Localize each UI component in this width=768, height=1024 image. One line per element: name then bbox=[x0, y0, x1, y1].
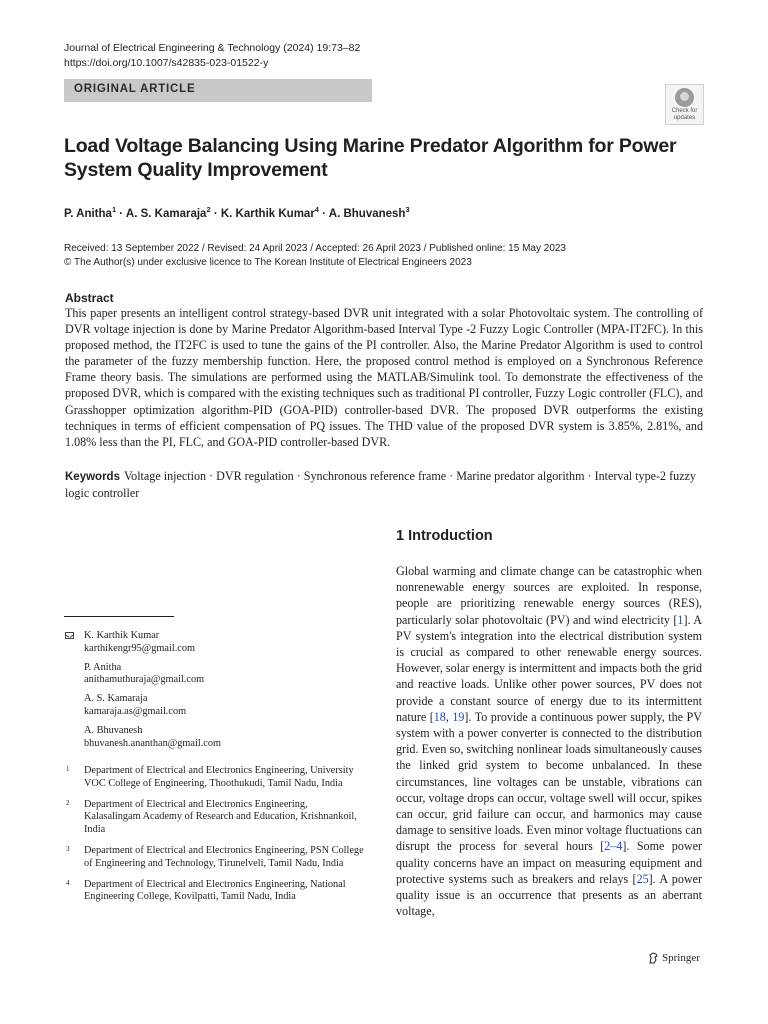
check-for-updates-label: Check for updates bbox=[671, 108, 698, 121]
affiliation-number: 4 bbox=[66, 878, 70, 887]
citation-link[interactable]: 19 bbox=[452, 709, 465, 724]
text-run: ]. A PV system's integration into the electrical distribution system is crucial as compared to other renewable energy sources. However, solar energy is intermittent and impacts both the grid and reactive loads. Unlike other power sources, PV does not provide a constant source of energy due to its intermittent nature [ bbox=[396, 612, 703, 724]
journal-citation: Journal of Electrical Engineering & Technology (2024) 19:73–82 bbox=[64, 42, 361, 54]
abstract-text: This paper presents an intelligent control strategy-based DVR unit integrated with a solar Photovoltaic system. The controlling of DVR voltage injection is done by Marine Predator Algorithm-based Interval Type -2 Fuzzy Logic Controller (MPA-IT2FC). In this proposed method, the IT2FC is used to tune the gains of the PI controller. Also, the Marine Predator Algorithm is used to control the parameter of the fuzzy membership function. Here, the proposed control method is employed on a Synchronous Reference Frame theory basis. The simulations are performed using the MATLAB/Simulink tool. To demonstrate the effectiveness of the proposed DVR, which is compared with the existing techniques such as traditional PI controller, Fuzzy Logic controller (FLC), and Grasshopper optimization algorithm-PID (GOA-PID) controller-based DVR. The proposed DVR outperforms the existing techniques in terms of efficient compensation of PQ issues. The THD value of the proposed DVR system is 3.85%, 2.81%, and 1.08% less than the PI, FLC, and GOA-PID controller-based DVR. bbox=[65, 306, 703, 449]
affiliation-entry bbox=[64, 845, 364, 871]
author-affiliation-marker: 1 bbox=[111, 205, 117, 214]
article-type-bar bbox=[64, 79, 372, 102]
affiliation-text: Department of Electrical and Electronics Engineering, National Engineering College, Kovilpatti, Tamil Nadu, India bbox=[84, 878, 346, 903]
citation-link[interactable]: 2–4 bbox=[604, 839, 623, 854]
text-run: , bbox=[445, 709, 453, 724]
author-name[interactable]: A. Bhuvanesh bbox=[328, 207, 406, 220]
copyright-line: © The Author(s) under exclusive licence to The Korean Institute of Electrical Engineers 2023 bbox=[64, 257, 472, 268]
publication-dates bbox=[64, 242, 566, 270]
history-dates: Received: 13 September 2022 / Revised: 24 April 2023 / Accepted: 26 April 2023 / Published online: 15 May 2023 bbox=[64, 243, 566, 254]
text-run: ]. Some power quality concerns have an impact on measuring equipment and protective systems such as breakers and relays [ bbox=[396, 839, 702, 886]
text-run: Global warming and climate change can be catastrophic when nonrenewable energy sources are exploited. In response, people are prioritizing renewable energy sources (RES), particularly solar photovoltaic (PV) and wind electricity [ bbox=[396, 564, 702, 627]
abstract-heading: Abstract bbox=[65, 291, 114, 305]
contact-name: P. Anitha bbox=[84, 661, 122, 673]
author-separator: · bbox=[318, 207, 329, 220]
publisher-name: Springer bbox=[662, 952, 700, 964]
citation-link[interactable]: 1 bbox=[677, 612, 684, 627]
check-for-updates-badge[interactable] bbox=[665, 84, 704, 125]
author-list bbox=[64, 205, 410, 220]
keywords-text: Voltage injection · DVR regulation · Synchronous reference frame · Marine predator algorithm · Interval type-2 fuzzy logic controller bbox=[65, 469, 696, 501]
contact-name: K. Karthik Kumar bbox=[84, 630, 160, 641]
affiliation-number: 2 bbox=[66, 798, 70, 807]
keywords-section bbox=[65, 468, 703, 501]
contact-list bbox=[64, 630, 364, 756]
affiliation-entry bbox=[64, 765, 364, 791]
author-separator: · bbox=[210, 207, 221, 220]
article-type-label: ORIGINAL ARTICLE bbox=[74, 83, 196, 95]
author-affiliation-marker: 4 bbox=[314, 205, 319, 214]
affiliation-entry bbox=[64, 879, 364, 905]
envelope-icon bbox=[65, 632, 74, 639]
check-for-updates-icon bbox=[675, 88, 694, 107]
contact-entry bbox=[64, 725, 364, 751]
journal-header bbox=[64, 41, 360, 71]
author-separator: · bbox=[116, 207, 126, 220]
contact-entry bbox=[64, 693, 364, 719]
author-name[interactable]: A. S. Kamaraja bbox=[125, 207, 207, 220]
text-run: ]. To provide a continuous power supply, the PV system with a power converter is connected to the distribution grid. Even so, switching nonlinear loads simultaneously causes the linked grid system to become unbalanced. In these circumstances, line voltages can be unstable, vibrations can occur, voltage drops can occur, voltage swell will occur, spikes can occur, grid failure can occur, and harmonics may cause damage to sensitive loads. Even minor voltage fluctuations can disrupt the process for several hours [ bbox=[396, 709, 702, 854]
affiliation-list bbox=[64, 765, 364, 912]
citation-link[interactable]: 18 bbox=[433, 709, 446, 724]
contact-email[interactable]: bhuvanesh.ananthan@gmail.com bbox=[84, 737, 222, 749]
contact-name: A. Bhuvanesh bbox=[84, 724, 143, 736]
springer-horse-icon bbox=[648, 952, 659, 964]
citation-link[interactable]: 25 bbox=[636, 871, 649, 886]
text-run: ]. A power quality issue is an occurrence that presents as an aberrant voltage, bbox=[396, 871, 702, 919]
affiliation-text: Department of Electrical and Electronics Engineering, PSN College of Engineering and Technology, Tirunelveli, Tamil Nadu, India bbox=[84, 844, 364, 869]
author-affiliation-marker: 3 bbox=[405, 205, 410, 214]
affiliation-text: Department of Electrical and Electronics Engineering, University VOC College of Engineering, Thoothukudi, Tamil Nadu, India bbox=[84, 765, 354, 789]
contact-email[interactable]: kamaraja.as@gmail.com bbox=[84, 705, 187, 717]
author-name[interactable]: K. Karthik Kumar bbox=[220, 207, 315, 220]
introduction-text bbox=[396, 563, 702, 919]
author-name[interactable]: P. Anitha bbox=[64, 207, 112, 220]
keywords-label: Keywords bbox=[65, 471, 120, 483]
footnote-divider bbox=[64, 616, 174, 617]
affiliation-number: 3 bbox=[66, 844, 70, 853]
affiliation-text: Department of Electrical and Electronics Engineering, Kalasalingam Academy of Research and Education, Krishnankoil, India bbox=[84, 798, 357, 836]
contact-entry bbox=[64, 662, 364, 688]
contact-entry bbox=[64, 630, 364, 656]
contact-email[interactable]: karthikengr95@gmail.com bbox=[84, 642, 195, 654]
affiliation-entry bbox=[64, 799, 364, 837]
paper-title: Load Voltage Balancing Using Marine Predator Algorithm for Power System Quality Improvement bbox=[64, 135, 677, 181]
doi-link[interactable]: https://doi.org/10.1007/s42835-023-01522-y bbox=[64, 57, 269, 69]
contact-name: A. S. Kamaraja bbox=[84, 693, 148, 705]
section-heading-introduction: 1 Introduction bbox=[396, 528, 493, 544]
author-affiliation-marker: 2 bbox=[206, 205, 211, 214]
publisher-footer bbox=[648, 952, 700, 964]
affiliation-number: 1 bbox=[66, 765, 70, 773]
contact-email[interactable]: anithamuthuraja@gmail.com bbox=[84, 674, 205, 686]
